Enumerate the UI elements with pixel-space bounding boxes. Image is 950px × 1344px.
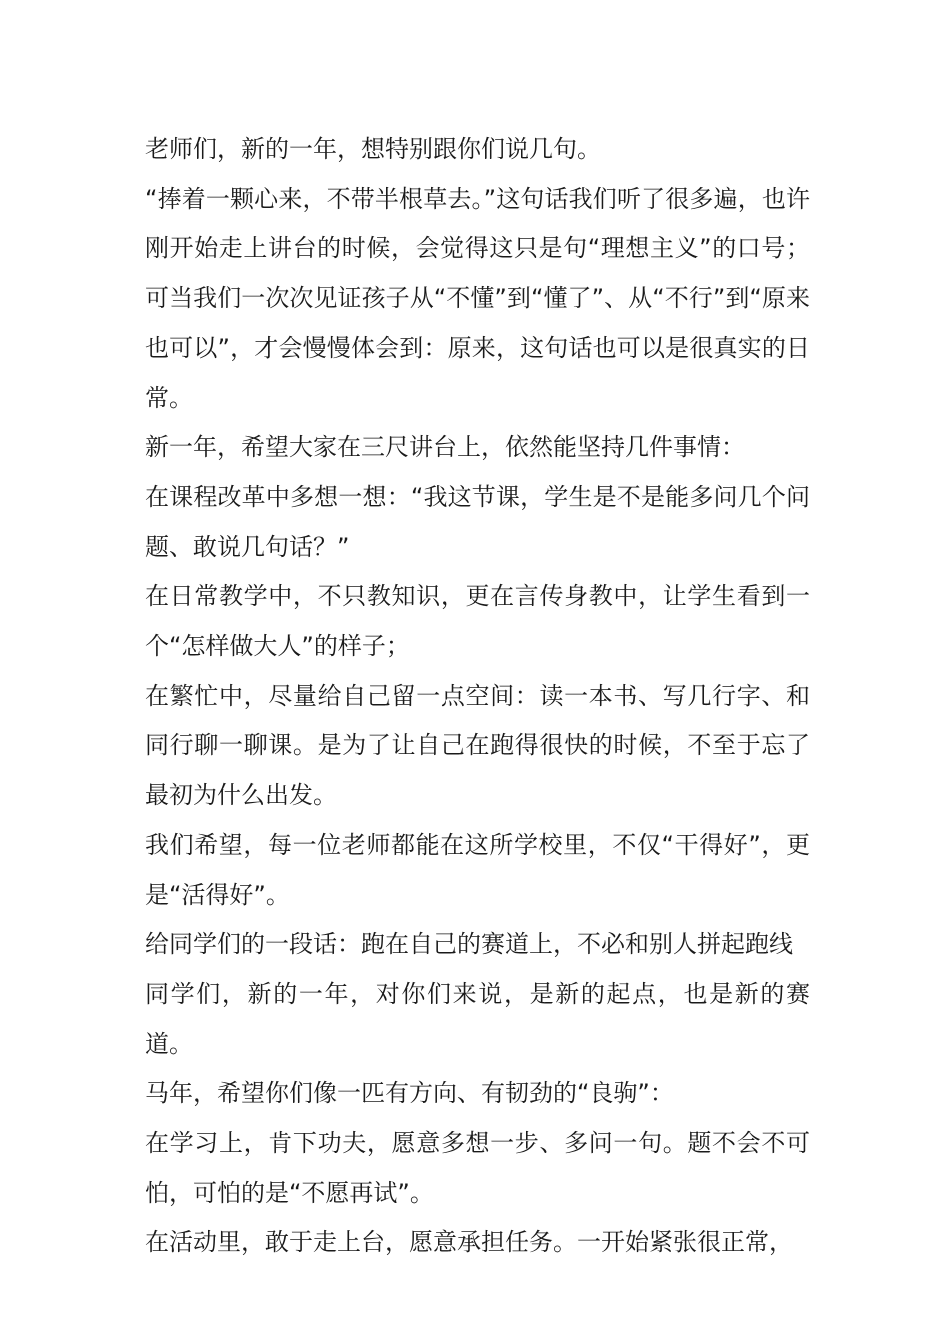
paragraph-personal-space: 在繁忙中，尽量给自己留一点空间：读一本书、写几行字、和同行聊一聊课。是为了让自己在跑得很快的时候，不至于忘了最初为什么出发。	[145, 681, 810, 810]
paragraph-new-starting-point: 同学们，新的一年，对你们来说，是新的起点，也是新的赛道。	[145, 979, 810, 1058]
paragraph-curriculum-reform: 在课程改革中多想一想：“我这节课，学生是不是能多问几个问题、敢说几句话？”	[145, 482, 810, 561]
paragraph-study-effort: 在学习上，肯下功夫，愿意多想一步、多问一句。题不会不可怕，可怕的是“不愿再试”。	[145, 1129, 810, 1207]
paragraph-daily-teaching: 在日常教学中，不只教知识，更在言传身教中，让学生看到一个“怎样做大人”的样子；	[145, 582, 810, 661]
paragraph-teachers-intro: 老师们，新的一年，想特别跟你们说几句。	[145, 135, 601, 163]
paragraph-horse-year: 马年，希望你们像一匹有方向、有韧劲的“良驹”：	[145, 1079, 674, 1108]
paragraph-activities: 在活动里，敢于走上台，愿意承担任务。一开始紧张很正常，	[145, 1228, 793, 1257]
paragraph-live-well: 我们希望，每一位老师都能在这所学校里，不仅“干得好”，更是“活得好”。	[145, 830, 810, 909]
paragraph-heart-quote: “捧着一颗心来，不带半根草去。”这句话我们听了很多遍，也许刚开始走上讲台的时候，会觉得这只是句“理想主义”的口号；可当我们一次次见证孩子从“不懂”到“懂了”、从“不行”到“原来也可以”，才会慢慢体会到：原来，这句话也可以是很真实的日常。	[145, 184, 810, 412]
document-body	[145, 125, 810, 1268]
paragraph-new-year-wishes: 新一年，希望大家在三尺讲台上，依然能坚持几件事情：	[145, 433, 745, 462]
paragraph-students-heading: 给同学们的一段话：跑在自己的赛道上，不必和别人拼起跑线	[145, 930, 793, 959]
